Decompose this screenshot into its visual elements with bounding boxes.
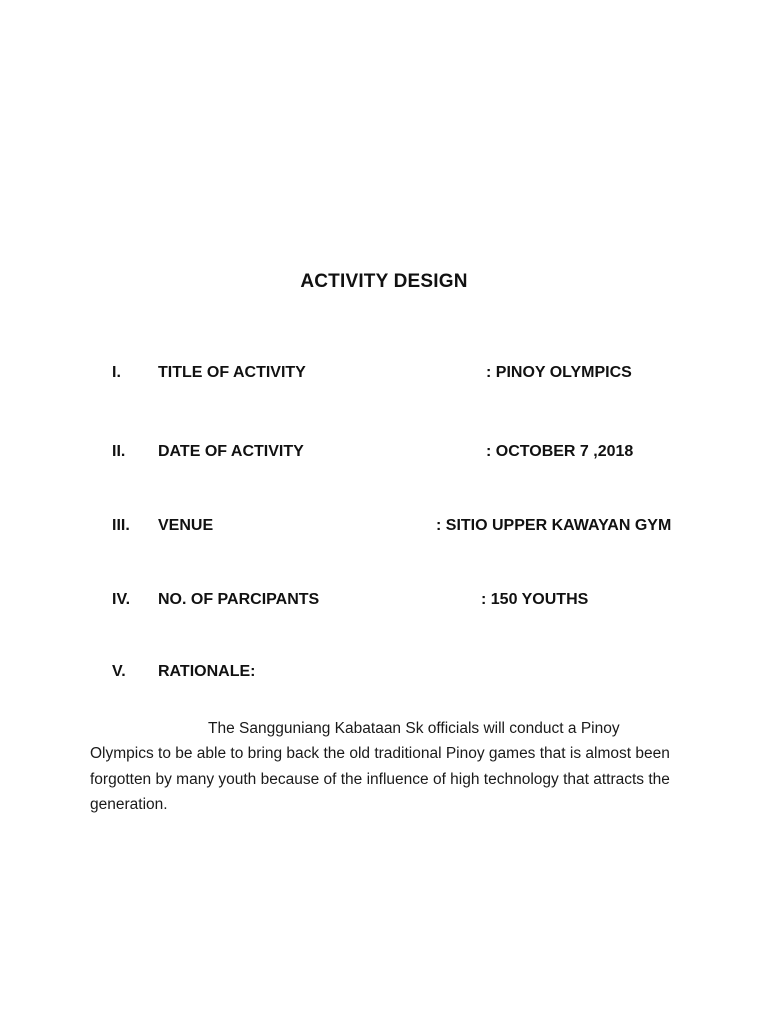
item-label: NO. OF PARCIPANTS (158, 591, 320, 608)
item-value: : PINOY OLYMPICS (486, 364, 632, 381)
item-value: : SITIO UPPER KAWAYAN GYM (436, 517, 672, 534)
item-number: IV. (112, 591, 131, 608)
item-number: II. (112, 443, 126, 460)
item-value: : OCTOBER 7 ,2018 (486, 443, 634, 460)
item-number: V. (112, 663, 126, 680)
participants-row (0, 591, 768, 615)
item-number: III. (112, 517, 130, 534)
item-value: : 150 YOUTHS (481, 591, 589, 608)
document-title: ACTIVITY DESIGN (300, 271, 468, 292)
item-label: TITLE OF ACTIVITY (158, 364, 306, 381)
item-label: RATIONALE: (158, 663, 256, 680)
rationale-heading-row (0, 663, 768, 687)
item-label: VENUE (158, 517, 214, 534)
item-number: I. (112, 364, 121, 381)
activity-title-row (0, 364, 768, 388)
activity-date-row (0, 443, 768, 467)
venue-row (0, 517, 768, 541)
item-label: DATE OF ACTIVITY (158, 443, 304, 460)
rationale-paragraph: The Sangguniang Kabataan Sk officials will conduct a Pinoy Olympics to be able to bring back the old traditional Pinoy games that is almost been forgotten by many youth because of the influence of high technology that attracts the generation. (90, 719, 670, 813)
